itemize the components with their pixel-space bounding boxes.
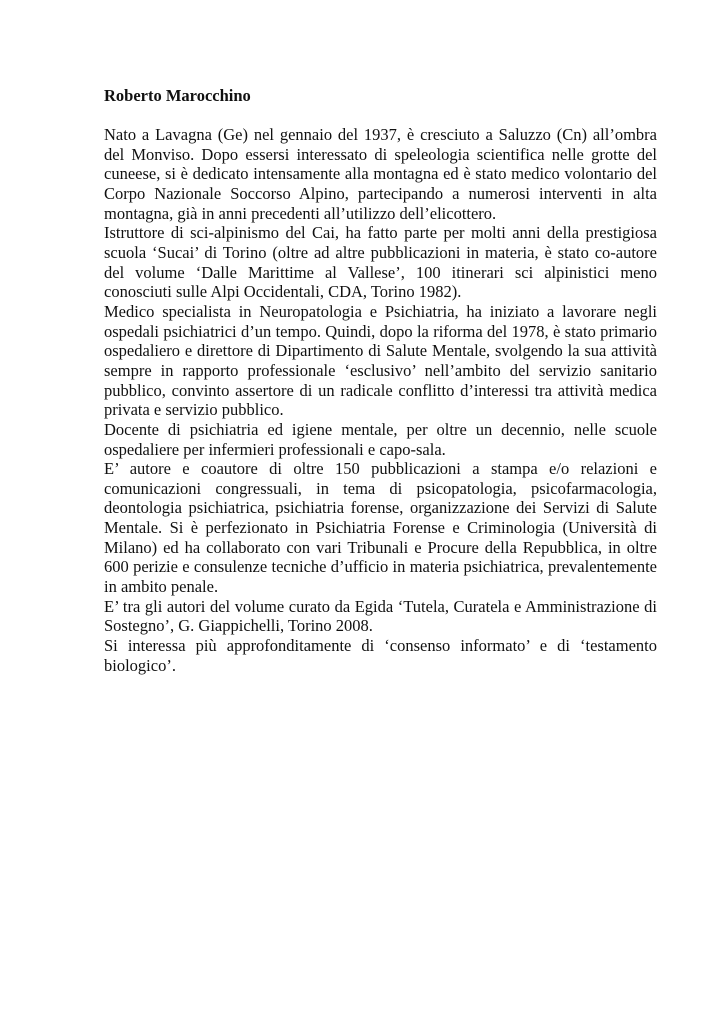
paragraph-interests: Si interessa più approfonditamente di ‘consenso informato’ e di ‘testamento biologico’. bbox=[104, 636, 657, 675]
document-body bbox=[104, 86, 657, 675]
paragraph-biography-early-life: Nato a Lavagna (Ge) nel gennaio del 1937, è cresciuto a Saluzzo (Cn) all’ombra del Monviso. Dopo essersi interessato di speleologia scientifica nelle grotte del cuneese, si è dedicato intensamente alla montagna ed è stato medico volontario del Corpo Nazionale Soccorso Alpino, partecipando a numerosi interventi in alta montagna, già in anni precedenti all’utilizzo dell’elicottero. bbox=[104, 125, 657, 223]
author-name-heading: Roberto Marocchino bbox=[104, 86, 251, 105]
paragraph-teaching: Docente di psichiatria ed igiene mentale, per oltre un decennio, nelle scuole ospedaliere per infermieri professionali e capo-sala. bbox=[104, 419, 657, 459]
paragraph-medical-career: Medico specialista in Neuropatologia e Psichiatria, ha iniziato a lavorare negli ospedali psichiatrici d’un tempo. Quindi, dopo la riforma del 1978, è stato primario ospedaliero e direttore di Dipartimento di Salute Mentale, svolgendo la sua attività sempre in rapporto professionale ‘esclusivo’ nell’ambito del servizio sanitario pubblico, convinto assertore di un radicale conflitto d’interessi tra attività medica privata e servizio pubblico. bbox=[104, 301, 657, 420]
paragraph-book-contribution: E’ tra gli autori del volume curato da Egida ‘Tutela, Curatela e Amministrazione di Sostegno’, G. Giappichelli, Torino 2008. bbox=[104, 596, 657, 636]
paragraph-publications: E’ autore e coautore di oltre 150 pubblicazioni a stampa e/o relazioni e comunicazioni congressuali, in tema di psicopatologia, psicofarmacologia, deontologia psichiatrica, psichiatria forense, organizzazione dei Servizi di Salute Mentale. Si è perfezionato in Psichiatria Forense e Criminologia (Università di Milano) ed ha collaborato con vari Tribunali e Procure della Repubblica, in oltre 600 perizie e consulenze tecniche d’ufficio in materia psichiatrica, prevalentemente in ambito penale. bbox=[104, 459, 657, 597]
paragraph-ski-mountaineering: Istruttore di sci-alpinismo del Cai, ha fatto parte per molti anni della prestigiosa scuola ‘Sucai’ di Torino (oltre ad altre pubblicazioni in materia, è stato co-autore del volume ‘Dalle Marittime al Vallese’, 100 itinerari sci alpinistici meno conosciuti sulle Alpi Occidentali, CDA, Torino 1982). bbox=[104, 223, 657, 302]
